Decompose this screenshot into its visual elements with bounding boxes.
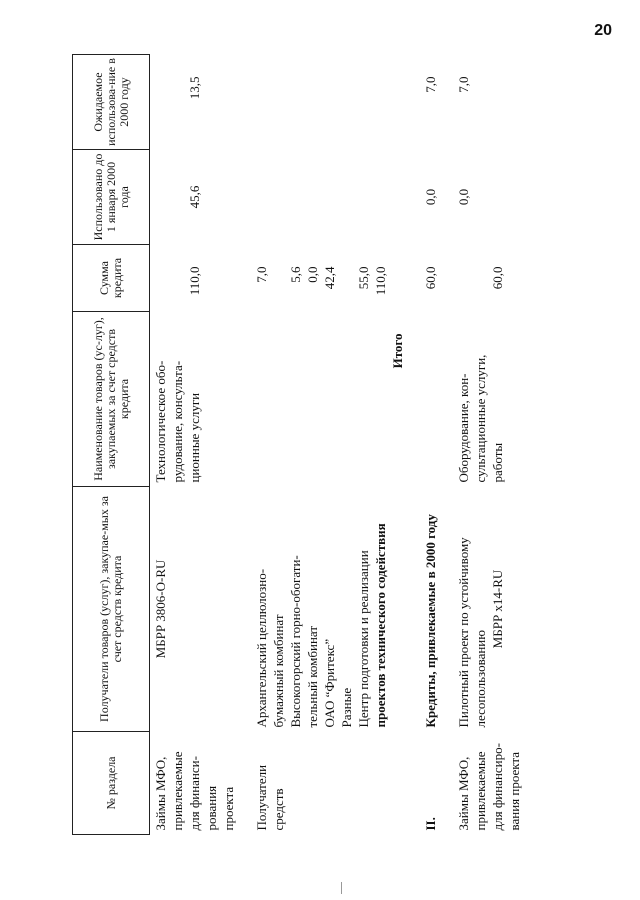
section-line: Получатели [254, 764, 269, 831]
expected-value: 7,0 [423, 76, 438, 93]
section-line: для финанси- [187, 756, 202, 831]
goods-line: Оборудование, кон- [456, 373, 471, 483]
loan-sum-value: 110,0 [187, 266, 202, 296]
total-label: Итого [390, 333, 405, 369]
header-section: № раздела [73, 732, 150, 835]
expected-value: 13,5 [187, 76, 202, 100]
list-item: ОАО “Фритекс” [322, 638, 337, 728]
section-title: Кредиты, привлекаемые в 2000 году [423, 514, 438, 728]
table-row-section-ii [420, 55, 441, 835]
list-item: Центр подготовки и реализации [356, 550, 371, 728]
header-loan-sum: Сумма кредита [73, 245, 150, 312]
section-line: средств [271, 788, 286, 831]
table-row-mbrr-3806 [150, 55, 240, 835]
table-header-row [73, 55, 150, 835]
used-value: 0,0 [456, 188, 471, 206]
loan-sum-value: 60,0 [423, 266, 438, 290]
section-cell [150, 732, 240, 835]
credit-table [72, 54, 525, 835]
header-goods: Наименование товаров (ус-луг), закупаемых за счет средств кредита [73, 312, 150, 487]
recipient-code: МБРР x14-RU [490, 569, 505, 649]
section-line: привлекаемые [170, 751, 185, 831]
value: 42,4 [322, 266, 337, 290]
loan-sum-value: 60,0 [490, 266, 505, 290]
recipient-values [251, 245, 408, 312]
section-line: рования [204, 785, 219, 831]
total-label-cell [251, 312, 408, 487]
section-number: II. [423, 817, 438, 831]
section-line: проекта [221, 786, 236, 831]
value: 55,0 [356, 266, 371, 290]
header-used: Использовано до 1 января 2000 года [73, 150, 150, 245]
goods-line: Технологическое обо- [153, 360, 168, 483]
list-item: бумажный комбинат [271, 614, 286, 728]
section-cell [453, 732, 525, 835]
section-cell [251, 732, 408, 835]
list-item: проектов технического содействия [373, 523, 388, 728]
section-line: привлекаемые [473, 751, 488, 831]
section-line: Займы МФО, [153, 756, 168, 831]
goods-line: работы [490, 442, 505, 483]
section-line: для финансиро- [490, 743, 505, 831]
rotated-table-area [72, 55, 567, 835]
expected-value: 7,0 [456, 76, 471, 93]
recipient-list [251, 487, 408, 732]
goods-line: сультационные услуги, [473, 354, 488, 483]
value: 5,6 [288, 266, 303, 283]
list-item: Архангельский целлюлозно- [254, 568, 269, 728]
header-expected: Ожидаемое использова-ние в 2000 году [73, 55, 150, 150]
goods-cell [150, 312, 240, 487]
margin-mark [341, 882, 342, 894]
recipient-cell [453, 487, 525, 732]
recipient-cell: МБРР 3806-О-RU [153, 559, 168, 659]
goods-line: рудование, консульта- [170, 360, 185, 483]
total-value: 110,0 [373, 266, 388, 296]
header-recipients: Получатели товаров (услуг), закупае-мых за счет средств кредита [73, 487, 150, 732]
page-number: 20 [594, 22, 612, 39]
used-value: 0,0 [423, 188, 438, 206]
table-row-recipients [251, 55, 408, 835]
goods-line: ционные услуги [187, 392, 202, 483]
used-value: 45,6 [187, 185, 202, 209]
goods-cell [453, 312, 525, 487]
list-item: Высокогорский горно-обогати- [288, 555, 303, 728]
section-line: Займы МФО, [456, 756, 471, 831]
section-line: вания проекта [507, 751, 522, 831]
value: 7,0 [254, 266, 269, 283]
recipient-line: Пилотный проект по устойчивому [456, 537, 471, 728]
list-item: Разные [339, 687, 354, 728]
value: 0,0 [305, 266, 320, 283]
table-row-mbrr-x14 [453, 55, 525, 835]
list-item: тельный комбинат [305, 625, 320, 728]
recipient-line: лесопользованию [473, 630, 488, 728]
